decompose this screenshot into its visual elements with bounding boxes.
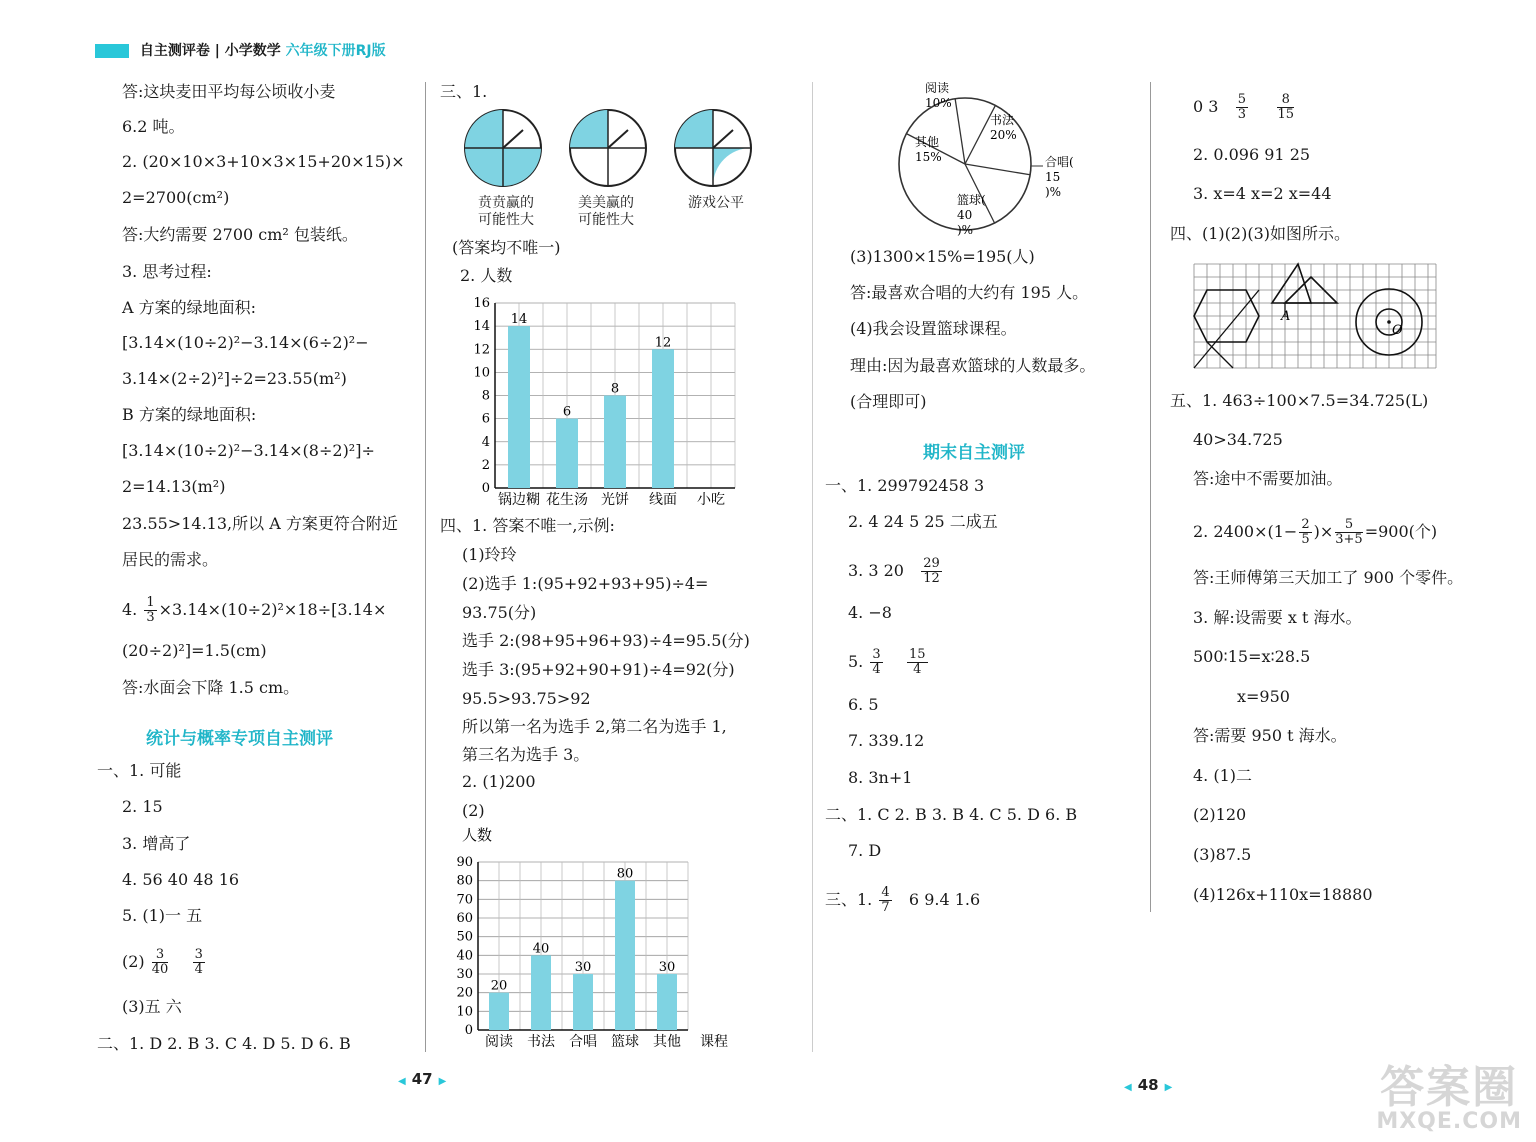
header-badge	[95, 44, 129, 58]
bar	[556, 419, 578, 488]
caption-line: 可能性大	[578, 212, 634, 228]
spinner-shade	[465, 110, 503, 148]
text-line: 3. 解:设需要 x t 海水。	[1193, 608, 1362, 627]
bar-chart-snacks	[455, 288, 755, 513]
text-line: 5. (1)一 五	[122, 906, 203, 925]
numerator: 5	[1335, 518, 1362, 533]
y-tick-label: 8	[481, 388, 490, 404]
numerator: 3	[152, 948, 169, 963]
text-line: 40>34.725	[1193, 430, 1283, 449]
denominator: 4	[913, 662, 922, 677]
denominator: 4	[872, 662, 881, 677]
numerator: 3	[194, 947, 203, 962]
fraction	[1236, 93, 1248, 122]
text-line: (4)126x+110x=18880	[1193, 885, 1373, 904]
slice-label: 篮球( 40 )%	[957, 193, 986, 237]
y-tick-label: 2	[481, 457, 490, 473]
fraction	[879, 886, 891, 915]
data-label: 12	[654, 335, 672, 351]
q5-prefix: 5.	[848, 652, 864, 671]
spinner-2	[570, 110, 646, 186]
bar	[531, 955, 551, 1030]
y-tick-label: 0	[481, 481, 490, 496]
r1-prefix: 0 3	[1193, 97, 1219, 116]
text-line: (答案均不唯一)	[452, 238, 561, 257]
spinner-caption	[684, 195, 748, 212]
y-tick-label: 90	[456, 855, 473, 870]
text-line: (2)选手 1:(95+92+93+95)÷4=	[462, 574, 709, 593]
page-number-right: ◀ 48 ▶	[1124, 1076, 1173, 1094]
y-tick-label: 50	[456, 929, 473, 945]
x-tick-label: 篮球	[611, 1034, 639, 1050]
bar	[652, 349, 674, 488]
caption-line: 贲贲赢的	[478, 195, 534, 211]
spinner-caption	[574, 195, 638, 229]
bar	[489, 993, 509, 1030]
text-line: B 方案的绿地面积:	[122, 405, 257, 424]
numerator: 2	[1301, 517, 1310, 532]
column-divider	[1150, 82, 1151, 912]
y-tick-label: 10	[473, 365, 490, 381]
data-label: 20	[490, 978, 508, 994]
data-label: 30	[658, 960, 676, 975]
text-line: 4. 56 40 48 16	[122, 870, 240, 889]
header-subject: 小学数学	[224, 43, 281, 59]
denominator: 5	[1301, 532, 1310, 547]
text-line: 8. 3n+1	[848, 768, 913, 787]
text-line: 4. −8	[848, 603, 892, 622]
text-line: 95.5>93.75>92	[462, 689, 591, 708]
caption-line: 美美赢的	[578, 195, 634, 211]
text-line: 三、1.	[440, 82, 488, 101]
fraction	[193, 948, 205, 977]
text-line: 3. 思考过程:	[122, 262, 212, 281]
caption-line: 可能性大	[478, 212, 534, 228]
q2-rest: =900(个)	[1364, 522, 1438, 541]
bar	[657, 974, 677, 1030]
q3-line	[848, 557, 944, 586]
data-label: 6	[562, 404, 572, 420]
center-dot	[1387, 320, 1391, 324]
label-o: O	[1392, 323, 1403, 338]
text-line: (合理即可)	[850, 392, 927, 411]
text-line: 3.14×(2÷2)²]÷2=23.55(m²)	[122, 369, 347, 388]
page-number-text: 48	[1137, 1076, 1159, 1094]
y-tick-label: 0	[464, 1023, 473, 1038]
text-line: 答:大约需要 2700 cm² 包装纸。	[122, 225, 358, 244]
denominator: 4	[194, 962, 203, 977]
y-tick-label: 10	[456, 1004, 473, 1020]
spinner-3	[675, 110, 751, 186]
text-line: 所以第一名为选手 2,第二名为选手 1,	[462, 717, 727, 736]
fraction	[1335, 518, 1362, 547]
text-line: 2. (20×10×3+10×3×15+20×15)×	[122, 152, 405, 171]
text-line: 2. 人数	[460, 266, 513, 285]
data-label: 30	[574, 960, 592, 975]
text-line: 2. 0.096 91 25	[1193, 145, 1311, 164]
y-tick-label: 30	[456, 967, 473, 982]
watermark-bottom: MXQE.COM	[1376, 1109, 1522, 1134]
text-line: (4)我会设置篮球课程。	[850, 319, 1017, 338]
spinner-shade	[675, 110, 713, 148]
text-line: 3. x=4 x=2 x=44	[1193, 184, 1332, 203]
q2-line	[1193, 518, 1437, 547]
data-label: 80	[616, 866, 634, 882]
denominator: 12	[923, 571, 940, 586]
watermark	[1376, 1051, 1522, 1134]
text-line: 23.55>14.13,所以 A 方案更符合附近	[122, 514, 398, 533]
slice-label: 书法 20%	[990, 113, 1017, 142]
bar	[615, 881, 635, 1030]
y-tick-label: 80	[456, 873, 473, 889]
pie-chart-courses	[870, 82, 1140, 242]
text-line: 500∶15=x∶28.5	[1193, 647, 1311, 666]
q2-mid: )×	[1313, 522, 1334, 541]
denominator: 3+5	[1335, 532, 1363, 547]
spinner-shade	[465, 148, 503, 186]
x-tick-label: 线面	[649, 492, 677, 508]
text-line: [3.14×(10÷2)²−3.14×(8÷2)²]÷	[122, 441, 375, 460]
slice-label: 合唱( 15 )%	[1045, 155, 1074, 199]
text-line: 一、1. 299792458 3	[825, 476, 985, 495]
text-line: (2)120	[1193, 805, 1247, 824]
q5-line	[848, 648, 930, 677]
y-tick-label: 70	[456, 892, 473, 908]
text-line: 答:这块麦田平均每公顷收小麦	[122, 82, 336, 101]
y-tick-label: 60	[456, 911, 473, 926]
text-line: 2=2700(cm²)	[122, 188, 230, 207]
denominator: 40	[151, 962, 169, 977]
denominator: 7	[881, 900, 890, 915]
text-line: (3)五 六	[122, 997, 182, 1016]
text-line: (20÷2)²]=1.5(cm)	[122, 641, 267, 660]
caption-line: 游戏公平	[688, 195, 744, 211]
text-line: 2. 4 24 5 25 二成五	[848, 512, 998, 531]
text-line: 选手 3:(95+92+90+91)÷4=92(分)	[462, 660, 735, 679]
text-line: 二、1. C 2. B 3. B 4. C 5. D 6. B	[825, 805, 1078, 824]
p3-rest: 6 9.4 1.6	[908, 890, 981, 909]
q4-line	[122, 596, 386, 625]
grid-figure	[1192, 262, 1438, 370]
numerator: 15	[908, 647, 926, 662]
text-line: 居民的需求。	[122, 550, 219, 569]
numerator: 1	[146, 595, 155, 610]
x-tick-label: 阅读	[485, 1034, 513, 1050]
page-number-text: 47	[411, 1070, 433, 1088]
x-tick-label: 光饼	[601, 492, 629, 508]
fraction	[1299, 518, 1311, 547]
x-tick-label: 合唱	[569, 1034, 597, 1050]
slice-label: 阅读 10%	[925, 82, 952, 110]
y-tick-label: 6	[481, 411, 490, 427]
slice-label: 其他 15%	[915, 135, 942, 164]
text-line: 四、(1)(2)(3)如图所示。	[1170, 224, 1350, 243]
text-line: A 方案的绿地面积:	[122, 298, 257, 317]
watermark-top: 答案圈	[1380, 1062, 1519, 1113]
header-grade: 六年级下册RJ版	[285, 43, 386, 59]
numerator: 8	[1277, 93, 1294, 108]
column-divider	[425, 82, 426, 1052]
data-label: 8	[610, 381, 620, 397]
text-line: 7. D	[848, 841, 882, 860]
fraction	[921, 557, 942, 586]
p3-prefix: 三、1.	[825, 890, 873, 909]
r1-line	[1193, 93, 1296, 122]
text-line: 答:水面会下降 1.5 cm。	[122, 678, 300, 697]
page-number-left: ◀ 47 ▶	[398, 1070, 447, 1088]
text-line: x=950	[1237, 687, 1290, 706]
fraction	[152, 948, 169, 977]
y-tick-label: 12	[473, 342, 490, 358]
text-line: 答:途中不需要加油。	[1193, 469, 1343, 488]
text-line: 93.75(分)	[462, 603, 537, 622]
spinner-1	[465, 110, 541, 186]
x-axis-title: 课程	[700, 1034, 728, 1050]
p5-2-prefix: (2)	[122, 952, 145, 971]
fraction	[1277, 93, 1294, 122]
section-title: 统计与概率专项自主测评	[146, 729, 333, 749]
y-tick-label: 16	[473, 296, 490, 311]
x-tick-label: 小吃	[697, 492, 725, 508]
y-tick-label: 40	[456, 948, 473, 964]
column-divider	[812, 82, 813, 1052]
q4-prefix: 4.	[122, 600, 138, 619]
text-line: 2. 15	[122, 797, 163, 816]
text-line: 答:最喜欢合唱的大约有 195 人。	[850, 283, 1089, 302]
q2-prefix: 2. 2400×(1−	[1193, 522, 1298, 541]
text-line: 答:需要 950 t 海水。	[1193, 726, 1347, 745]
numerator: 5	[1237, 92, 1246, 107]
x-tick-label: 其他	[653, 1034, 681, 1050]
label-a: A	[1281, 309, 1291, 324]
spinner-shade	[570, 110, 608, 148]
text-line: 四、1. 答案不唯一,示例:	[440, 516, 615, 535]
text-line: (1)玲玲	[462, 545, 517, 564]
text-line: 6. 5	[848, 695, 879, 714]
y-tick-label: 4	[481, 434, 490, 450]
text-line: 五、1. 463÷100×7.5=34.725(L)	[1170, 391, 1429, 410]
bar	[604, 396, 626, 489]
text-line: 第三名为选手 3。	[462, 745, 590, 764]
data-label: 14	[510, 312, 528, 328]
bar	[573, 974, 593, 1030]
numerator: 4	[881, 885, 890, 900]
spinner-caption	[474, 195, 538, 229]
numerator: 3	[872, 647, 881, 662]
text-line: (3)87.5	[1193, 845, 1252, 864]
header-book: 自主测评卷	[139, 43, 210, 59]
x-tick-label: 书法	[527, 1034, 555, 1050]
p5-2-line	[122, 948, 207, 977]
data-label: 40	[532, 941, 550, 957]
y-tick-label: 14	[473, 319, 490, 335]
denominator: 3	[1237, 107, 1246, 122]
text-line: 二、1. D 2. B 3. C 4. D 5. D 6. B	[97, 1034, 351, 1053]
y-axis-title: 人数	[462, 826, 493, 844]
text-line: 理由:因为最喜欢篮球的人数最多。	[850, 356, 1096, 375]
text-line: 选手 2:(98+95+96+93)÷4=95.5(分)	[462, 631, 750, 650]
bar	[508, 326, 530, 488]
q4-rest: ×3.14×(10÷2)²×18÷[3.14×	[158, 600, 387, 619]
x-tick-label: 锅边糊	[498, 492, 540, 508]
text-line: (2)	[462, 801, 485, 820]
fraction	[870, 648, 882, 677]
text-line: 6.2 吨。	[122, 117, 185, 136]
section-title: 期末自主测评	[923, 443, 1025, 463]
text-line: [3.14×(10÷2)²−3.14×(6÷2)²−	[122, 333, 369, 352]
p3-line	[825, 886, 980, 915]
text-line: 3. 增高了	[122, 834, 191, 853]
bar-chart-courses	[450, 822, 750, 1057]
page-header: 自主测评卷 | 小学数学 六年级下册RJ版	[95, 40, 386, 60]
text-line: 一、1. 可能	[97, 761, 182, 780]
text-line: 答:王师傅第三天加工了 900 个零件。	[1193, 568, 1464, 587]
numerator: 29	[923, 556, 940, 571]
text-line: 2=14.13(m²)	[122, 477, 226, 496]
q3-prefix: 3. 3 20	[848, 561, 904, 580]
fraction	[144, 596, 156, 625]
text-line: 7. 339.12	[848, 731, 925, 750]
x-tick-label: 花生汤	[546, 492, 588, 508]
text-line: 2. (1)200	[462, 772, 536, 791]
denominator: 3	[146, 610, 155, 625]
y-tick-label: 20	[456, 985, 473, 1001]
spinner-shade	[503, 148, 541, 186]
text-line: (3)1300×15%=195(人)	[850, 247, 1035, 266]
fraction	[907, 648, 928, 677]
denominator: 15	[1277, 107, 1294, 122]
text-line: 4. (1)二	[1193, 766, 1253, 785]
